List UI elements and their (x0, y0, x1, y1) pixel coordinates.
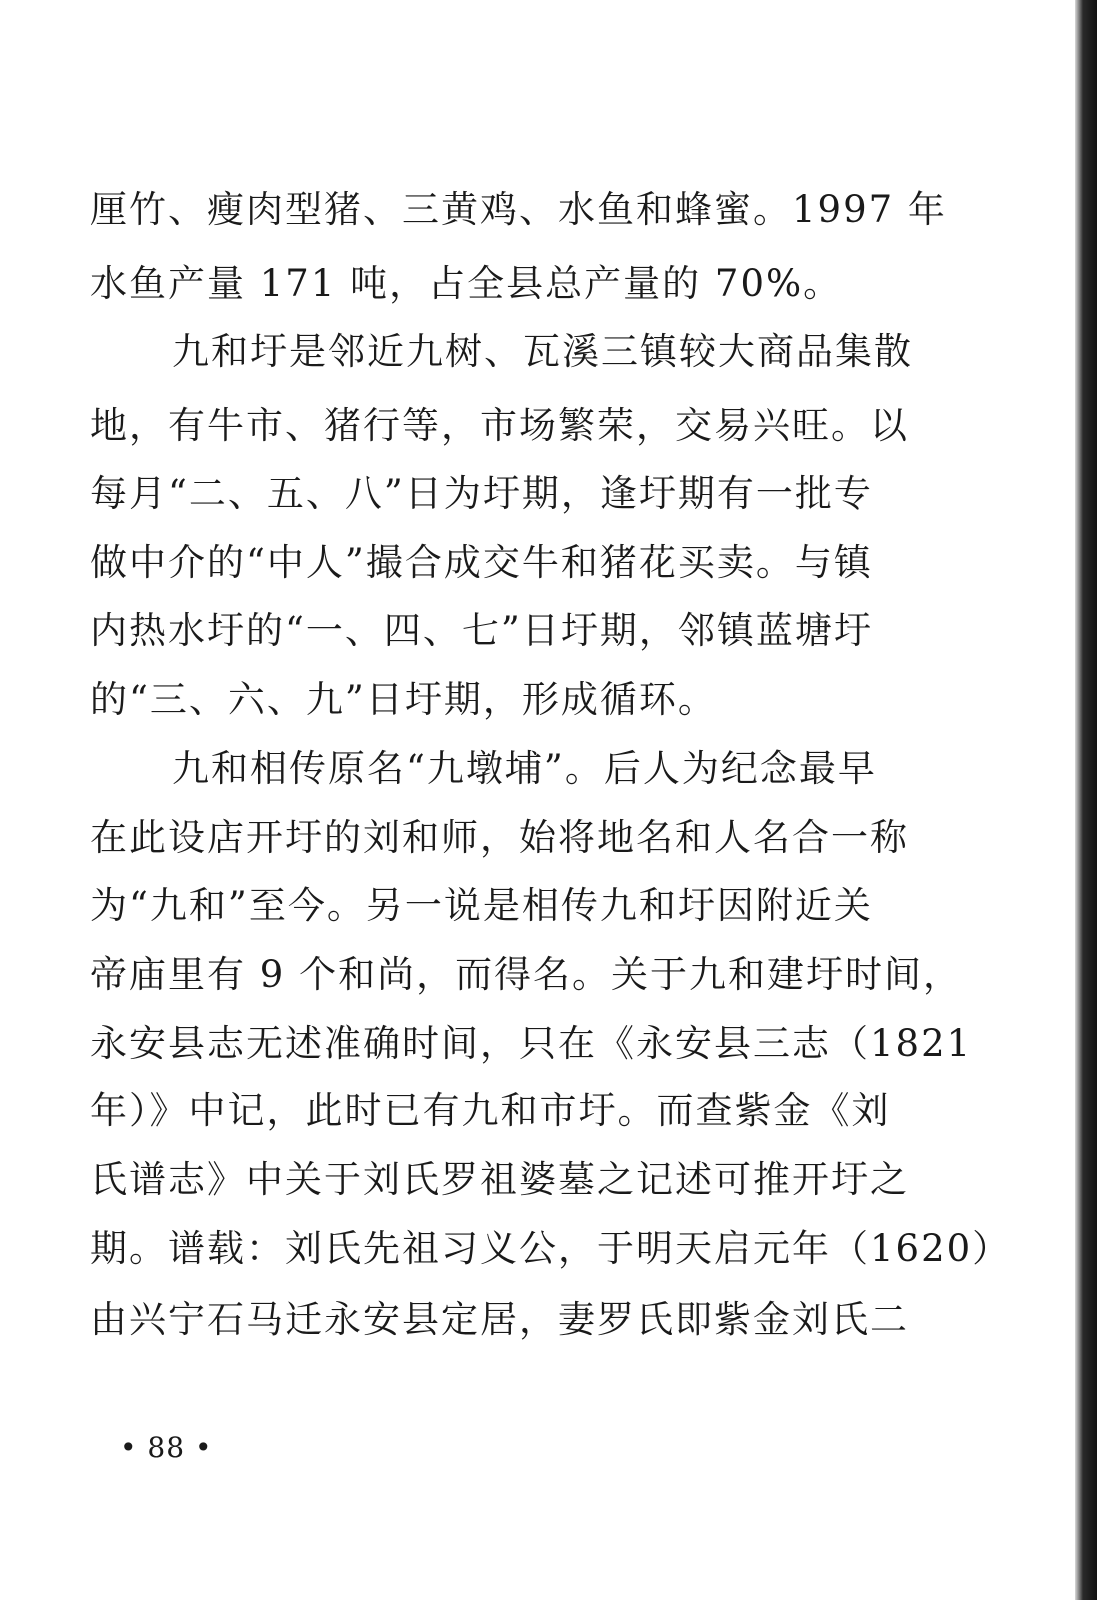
text-line-3: 九和圩是邻近九树、瓦溪三镇较大商品集散 (172, 330, 913, 373)
text-line-13: 永安县志无述准确时间，只在《永安县三志（1821 (90, 1022, 973, 1065)
text-line-14: 年）》中记，此时已有九和市圩。而查紫金《刘 (90, 1089, 891, 1132)
text-line-1: 厘竹、瘦肉型猪、三黄鸡、水鱼和蜂蜜。1997 年 (90, 188, 947, 231)
text-line-8: 的“三、六、九”日圩期，形成循环。 (90, 678, 717, 721)
scan-edge-shadow (1075, 0, 1097, 1600)
text-line-6: 做中介的“中人”撮合成交牛和猪花买卖。与镇 (90, 541, 873, 584)
text-line-12: 帝庙里有 9 个和尚，而得名。关于九和建圩时间， (90, 953, 963, 996)
text-line-17: 由兴宁石马迁永安县定居，妻罗氏即紫金刘氏二 (90, 1298, 909, 1341)
text-line-16: 期。谱载：刘氏先祖习义公，于明天启元年（1620） (90, 1227, 1012, 1270)
text-line-4: 地，有牛市、猪行等，市场繁荣，交易兴旺。以 (90, 404, 909, 447)
page-number: • 88 • (120, 1431, 213, 1464)
text-line-5: 每月“二、五、八”日为圩期，逢圩期有一批专 (90, 472, 873, 515)
text-line-9: 九和相传原名“九墩埔”。后人为纪念最早 (172, 747, 877, 790)
text-line-15: 氏谱志》中关于刘氏罗祖婆墓之记述可推开圩之 (90, 1158, 909, 1201)
text-line-10: 在此设店开圩的刘和师，始将地名和人名合一称 (90, 816, 909, 859)
text-line-11: 为“九和”至今。另一说是相传九和圩因附近关 (90, 884, 873, 927)
text-line-7: 内热水圩的“一、四、七”日圩期，邻镇蓝塘圩 (90, 609, 873, 652)
text-line-2: 水鱼产量 171 吨，占全县总产量的 70%。 (90, 262, 843, 305)
